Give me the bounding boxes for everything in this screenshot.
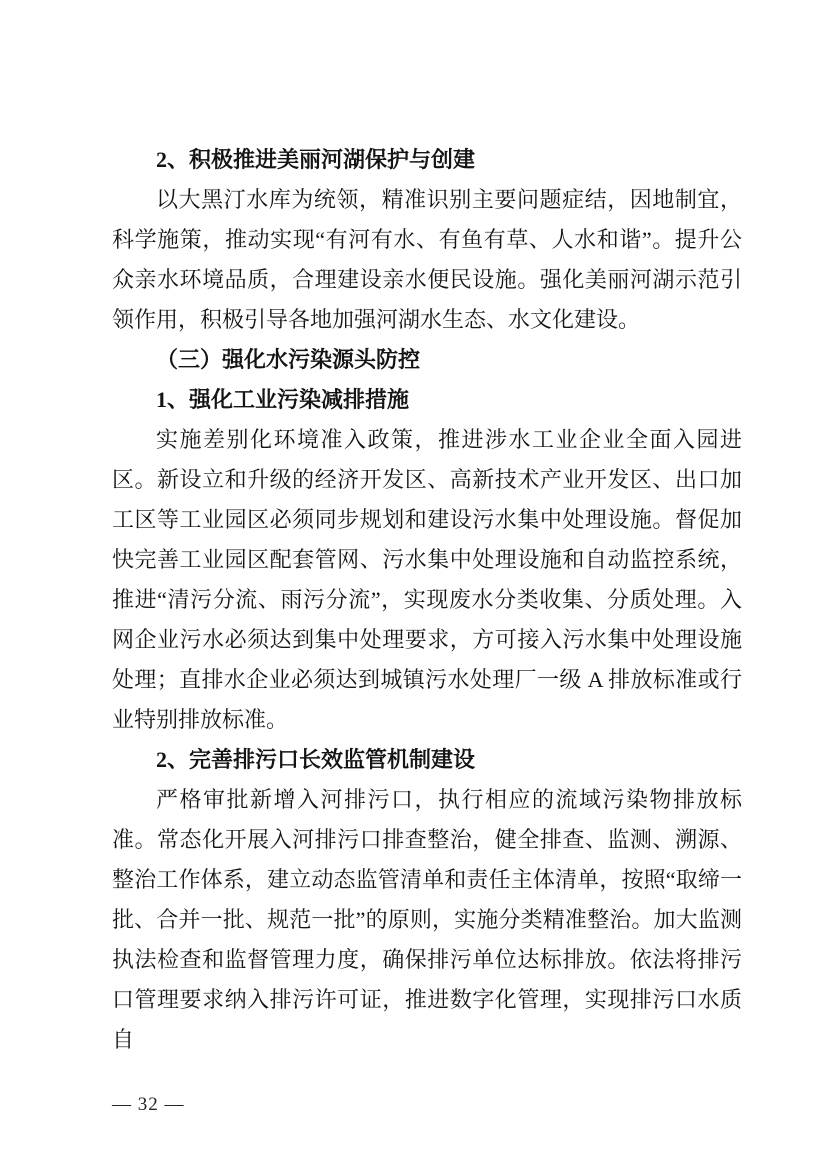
section-heading-pollution-source-control: （三）强化水污染源头防控: [156, 347, 421, 372]
section-heading-industrial-pollution: 1、强化工业污染减排措施: [156, 387, 410, 412]
page-number: — 32 —: [112, 1094, 185, 1115]
paragraph-beautiful-rivers: 以大黑汀水库为统领，精准识别主要问题症结，因地制宜，科学施策，推动实现“有河有水、有鱼有草、人水和谐”。提升公众亲水环境品质，合理建设亲水便民设施。强化美丽河湖示范引领作用，积极引导各地加强河湖水生态、水文化建设。: [112, 187, 742, 332]
document-content: [112, 140, 742, 1060]
section-heading-beautiful-rivers: 2、积极推进美丽河湖保护与创建: [156, 147, 476, 172]
paragraph-industrial-pollution: 实施差别化环境准入政策，推进涉水工业企业全面入园进区。新设立和升级的经济开发区、高新技术产业开发区、出口加工区等工业园区必须同步规划和建设污水集中处理设施。督促加快完善工业园区配套管网、污水集中处理设施和自动监控系统，推进“清污分流、雨污分流”，实现废水分类收集、分质处理。入网企业污水必须达到集中处理要求，方可接入污水集中处理设施处理；直排水企业必须达到城镇污水处理厂一级 A 排放标准或行业特别排放标准。: [112, 427, 742, 732]
section-heading-outfall-supervision: 2、完善排污口长效监管机制建设: [156, 747, 476, 772]
paragraph-outfall-supervision: 严格审批新增入河排污口，执行相应的流域污染物排放标准。常态化开展入河排污口排查整治，健全排查、监测、溯源、整治工作体系，建立动态监管清单和责任主体清单，按照“取缔一批、合并一批、规范一批”的原则，实施分类精准整治。加大监测执法检查和监督管理力度，确保排污单位达标排放。依法将排污口管理要求纳入排污许可证，推进数字化管理，实现排污口水质自: [112, 787, 742, 1052]
